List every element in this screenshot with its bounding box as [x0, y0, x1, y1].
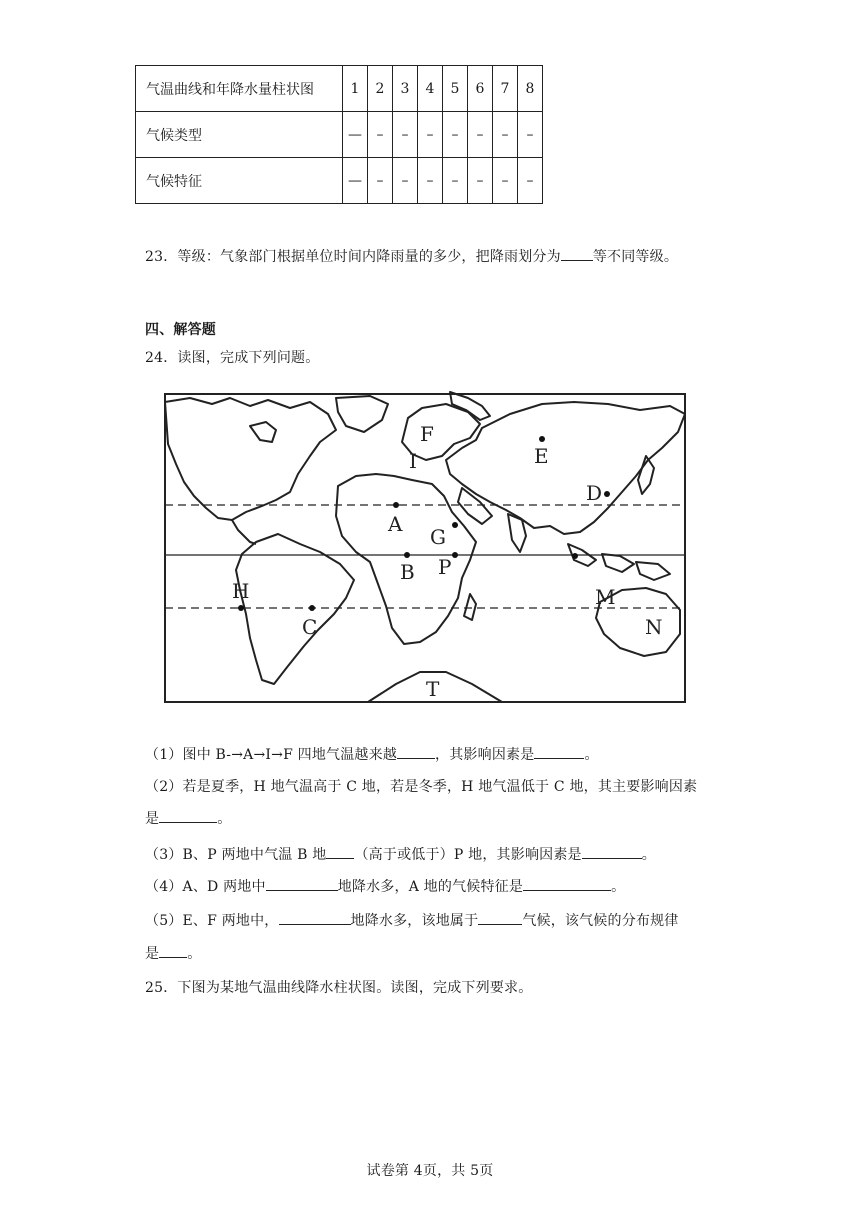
q24-5-text: （5）E、F 两地中，	[145, 913, 279, 929]
table-cell: –	[468, 112, 493, 158]
q24-4-text: （4）A、D 两地中	[145, 879, 266, 895]
q24-5-text: 是	[145, 946, 160, 962]
table-cell: –	[418, 158, 443, 204]
answer-blank[interactable]	[478, 910, 522, 925]
table-row	[136, 66, 543, 112]
answer-blank[interactable]	[397, 744, 435, 759]
table-number: 6	[468, 66, 493, 112]
q24-2-text: 是	[145, 811, 160, 827]
question-24-5-cont	[145, 943, 201, 963]
table-cell: –	[368, 112, 393, 158]
q24-2-text: 。	[217, 811, 232, 827]
map-label-M: M	[595, 585, 616, 609]
table-number: 2	[368, 66, 393, 112]
answer-blank[interactable]	[159, 808, 217, 823]
table-cell: –	[393, 158, 418, 204]
question-24-2-cont	[145, 808, 231, 828]
point-P	[452, 552, 458, 558]
answer-blank[interactable]	[534, 744, 584, 759]
point-B	[404, 552, 410, 558]
answer-blank[interactable]	[326, 844, 354, 859]
q24-1-text: ，其影响因素是	[435, 747, 535, 763]
row-label: 气候特征	[136, 158, 343, 204]
question-24-4	[145, 876, 625, 896]
question-24-intro: 24．读图，完成下列问题。	[145, 350, 320, 366]
q24-3-text: 。	[641, 847, 656, 863]
table-cell: –	[443, 112, 468, 158]
table-cell: –	[468, 158, 493, 204]
q24-5-text: 气候，该气候的分布规律	[522, 913, 679, 929]
q24-5-text: 。	[187, 946, 202, 962]
answer-blank[interactable]	[561, 246, 593, 261]
table-cell: –	[368, 158, 393, 204]
point-G	[452, 522, 458, 528]
table-cell: –	[493, 112, 518, 158]
question-24-1	[145, 744, 599, 764]
q24-4-text: 地降水多，A 地的气候特征是	[337, 879, 524, 895]
q24-1-text: 。	[584, 747, 599, 763]
q24-5-text: 地降水多，该地属于	[350, 913, 479, 929]
map-label-E: E	[534, 444, 549, 468]
q24-3-text: （3）B、P 两地中气温 B 地	[145, 847, 327, 863]
question-24-2: （2）若是夏季，H 地气温高于 C 地，若是冬季，H 地气温低于 C 地，其主要影响因素	[145, 779, 698, 795]
map-label-F: F	[420, 422, 434, 446]
map-label-I: I	[409, 449, 417, 473]
answer-blank[interactable]	[159, 943, 187, 958]
table-number: 7	[493, 66, 518, 112]
row-label: 气候类型	[136, 112, 343, 158]
point-E	[539, 436, 545, 442]
map-label-B: B	[400, 560, 415, 584]
answer-blank[interactable]	[266, 876, 338, 891]
map-label-C: C	[302, 615, 318, 639]
table-header-label: 气温曲线和年降水量柱状图	[136, 66, 343, 112]
table-cell: —	[343, 158, 368, 204]
table-cell: —	[343, 112, 368, 158]
map-label-T: T	[426, 677, 440, 701]
point-D	[604, 491, 610, 497]
table-number: 5	[443, 66, 468, 112]
answer-blank[interactable]	[279, 910, 351, 925]
table-number: 3	[393, 66, 418, 112]
point-A	[393, 502, 399, 508]
map-label-A: A	[388, 512, 403, 536]
map-label-G: G	[430, 525, 446, 549]
table-number: 8	[518, 66, 543, 112]
table-cell: –	[518, 158, 543, 204]
map-label-H: H	[232, 579, 250, 603]
question-25-intro: 25．下图为某地气温曲线降水柱状图。读图，完成下列要求。	[145, 980, 533, 996]
q23-text-end: 等不同等级。	[592, 249, 679, 265]
point-C	[309, 605, 315, 611]
q23-text: 23．等级：气象部门根据单位时间内降雨量的多少，把降雨划分为	[145, 249, 561, 265]
map-label-D: D	[586, 481, 603, 505]
map-label-P: P	[438, 555, 452, 579]
table-row	[136, 158, 543, 204]
climate-table	[135, 65, 543, 204]
q24-1-text: （1）图中 B-→A→I→F 四地气温越来越	[145, 747, 398, 763]
question-24-3	[145, 844, 656, 864]
answer-blank[interactable]	[523, 876, 611, 891]
table-number: 4	[418, 66, 443, 112]
table-cell: –	[493, 158, 518, 204]
q24-3-text: （高于或低于）P 地，其影响因素是	[354, 847, 582, 863]
q24-4-text: 。	[611, 879, 626, 895]
map-label-N: N	[645, 615, 663, 639]
section-title: 四、解答题	[145, 322, 216, 338]
point-M	[572, 553, 578, 559]
table-number: 1	[343, 66, 368, 112]
table-cell: –	[418, 112, 443, 158]
table-cell: –	[518, 112, 543, 158]
table-cell: –	[393, 112, 418, 158]
answer-blank[interactable]	[582, 844, 642, 859]
world-map	[150, 384, 696, 708]
table-cell: –	[443, 158, 468, 204]
question-24-5	[145, 910, 679, 930]
point-H	[238, 605, 244, 611]
question-23	[145, 246, 678, 266]
table-row	[136, 112, 543, 158]
page-footer: 试卷第 4页，共 5页	[366, 1163, 494, 1179]
